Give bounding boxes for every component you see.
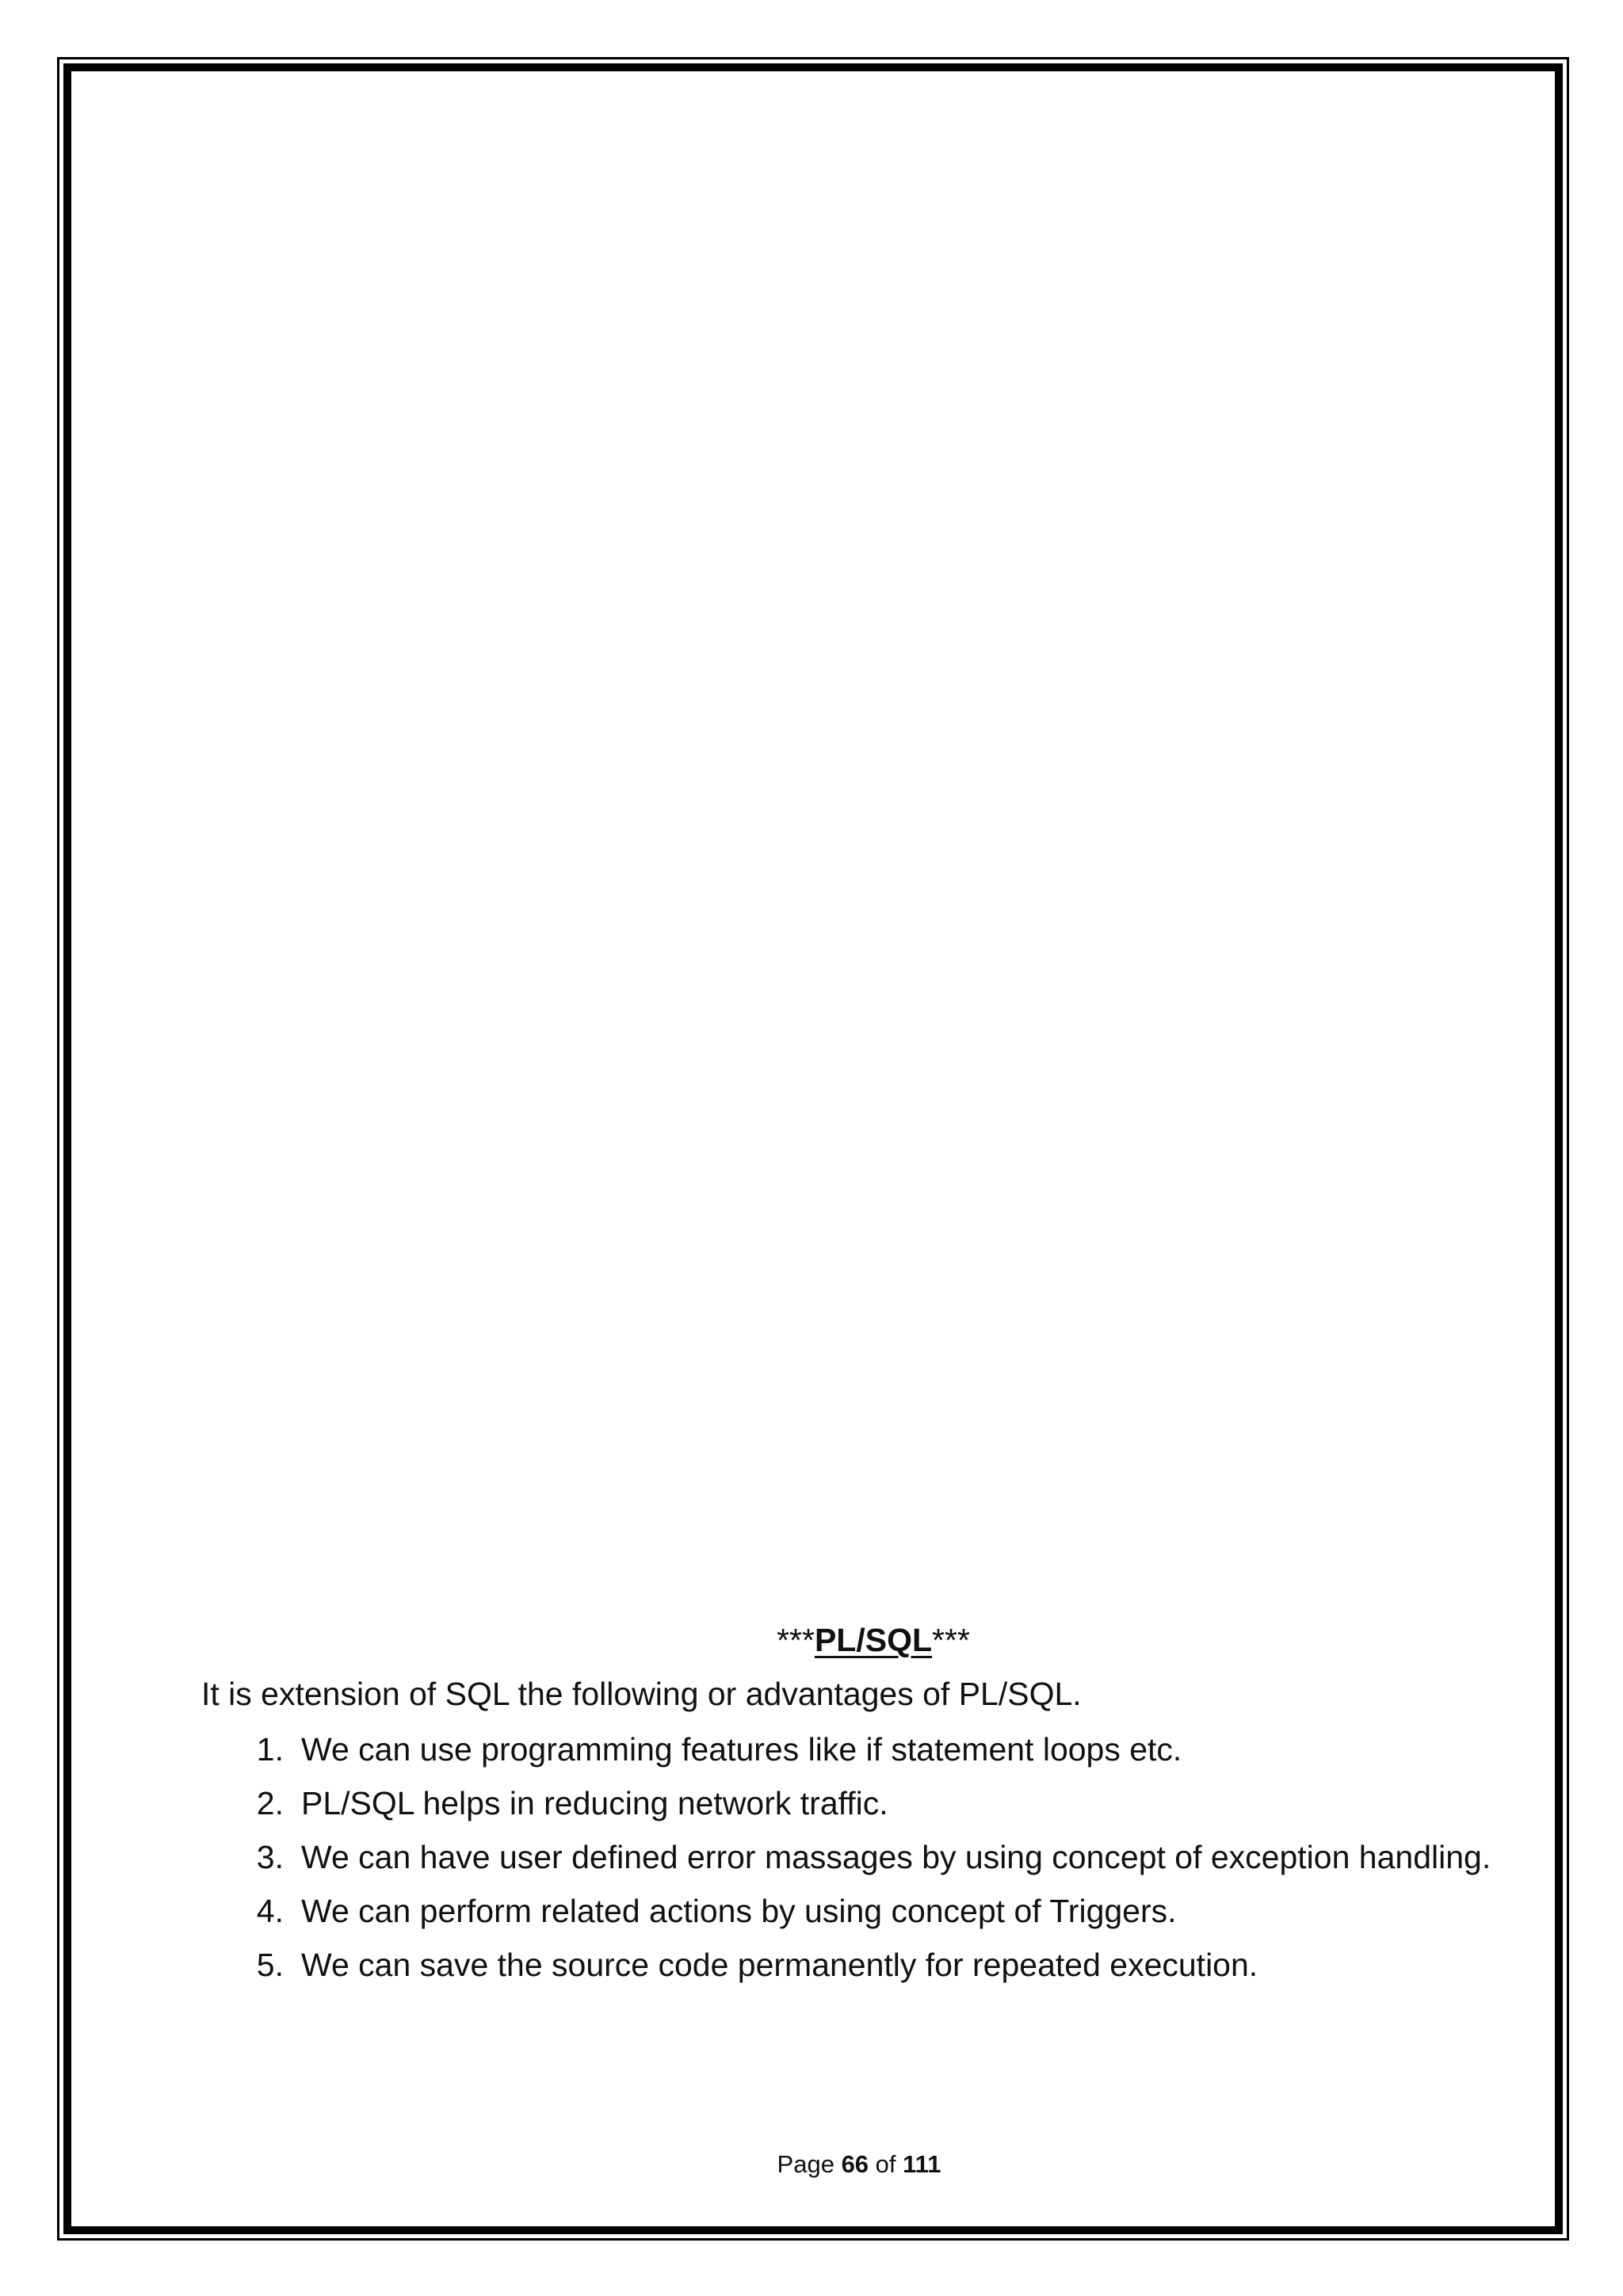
list-item-number: 5. — [256, 1947, 284, 1983]
page-footer — [0, 2149, 1623, 2180]
list-item-number: 1. — [256, 1731, 284, 1768]
list-item — [201, 1938, 1545, 1992]
list-item — [201, 1722, 1545, 1776]
page-content — [201, 1616, 1545, 1992]
list-item-number: 2. — [256, 1785, 284, 1821]
heading-suffix: *** — [932, 1622, 970, 1658]
list-item-text: PL/SQL helps in reducing network traffic. — [301, 1785, 888, 1821]
heading-prefix: *** — [777, 1622, 815, 1658]
list-item-text: We can have user defined error massages by using concept of exception handling. — [301, 1839, 1491, 1875]
footer-page-word: Page — [777, 2150, 834, 2178]
heading-title: PL/SQL — [814, 1622, 933, 1658]
list-item-number: 4. — [256, 1893, 284, 1929]
list-item-text: We can use programming features like if statement loops etc. — [301, 1731, 1182, 1768]
list-item-text: We can perform related actions by using concept of Triggers. — [301, 1893, 1177, 1929]
list-item — [201, 1884, 1545, 1938]
footer-page-number: 66 — [841, 2150, 869, 2178]
footer-total-pages: 111 — [903, 2150, 941, 2178]
list-item-text: We can save the source code permanently for repeated execution. — [301, 1947, 1258, 1983]
list-item-number: 3. — [256, 1839, 284, 1875]
section-heading — [201, 1616, 1545, 1664]
footer-of-word: of — [875, 2150, 896, 2178]
advantages-list — [201, 1722, 1545, 1992]
list-item — [201, 1830, 1545, 1884]
list-item — [201, 1776, 1545, 1830]
intro-paragraph: It is extension of SQL the following or advantages of PL/SQL. — [201, 1676, 1082, 1712]
